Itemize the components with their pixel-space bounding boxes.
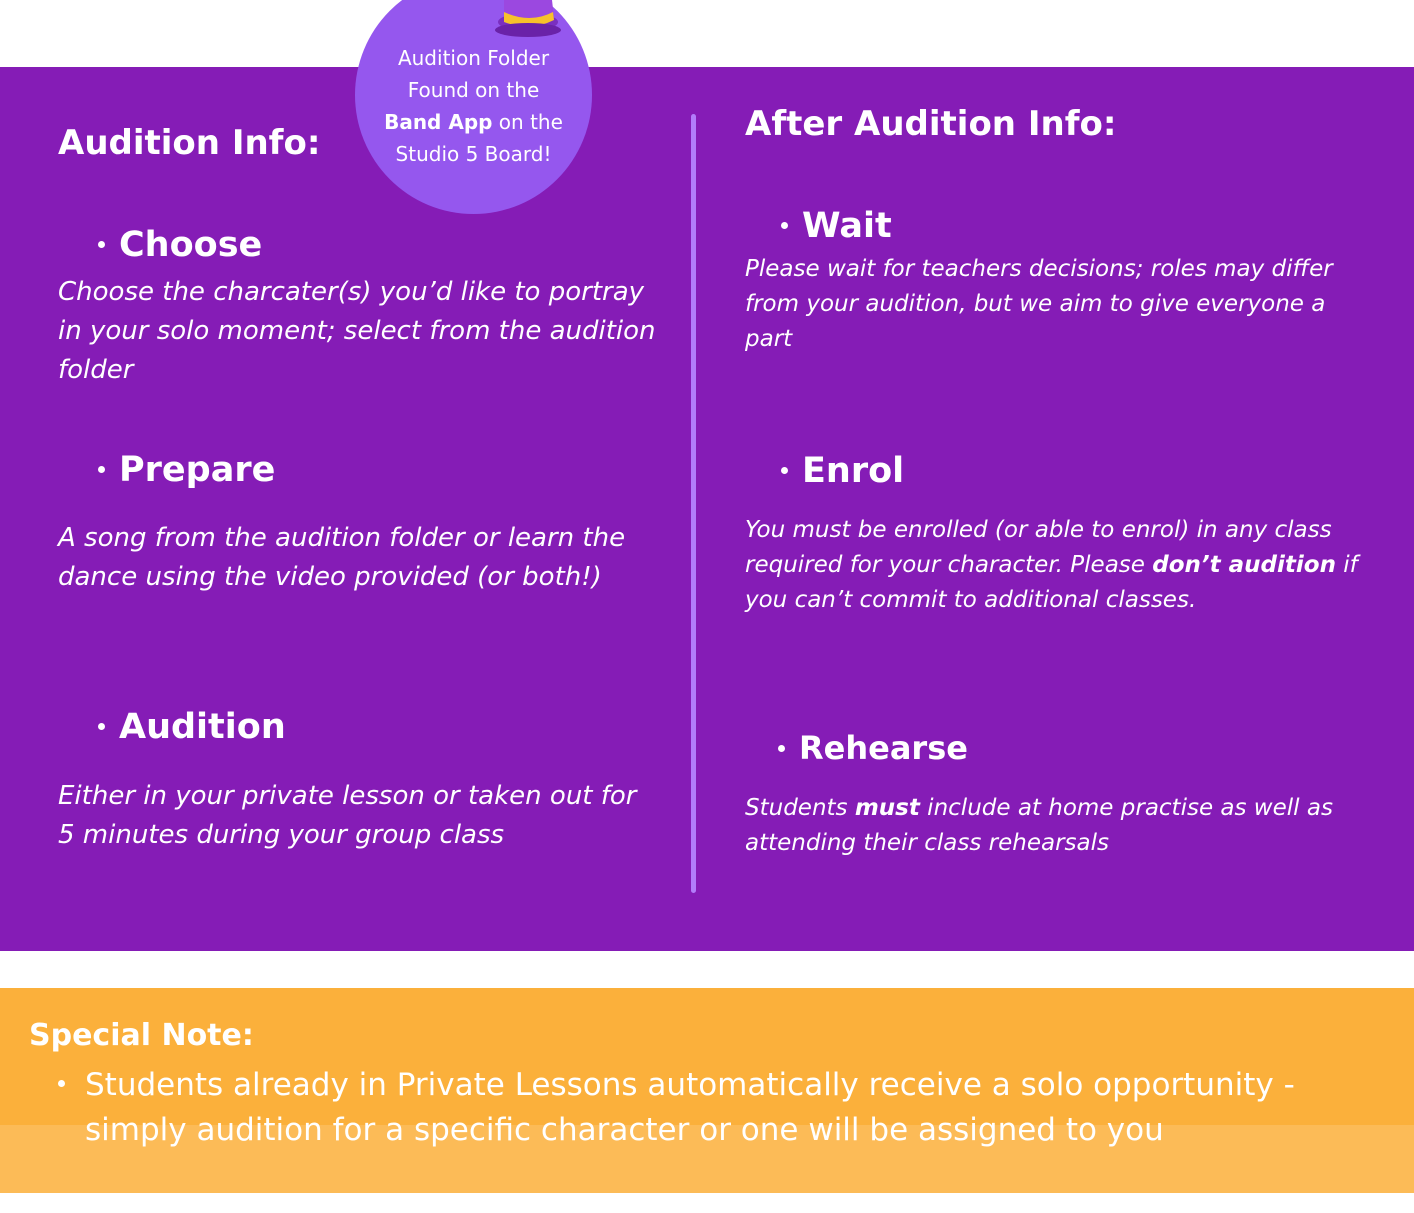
bullet-icon <box>98 466 105 473</box>
bubble-text <box>355 42 592 170</box>
bullet-icon <box>781 222 788 229</box>
bullet-icon <box>781 467 788 474</box>
wait-heading <box>781 206 892 246</box>
rehearse-desc-part1: Students <box>745 795 855 821</box>
audition-info-title: Audition Info: <box>58 123 321 163</box>
audition-description: Either in your private lesson or taken out for 5 minutes during your group class <box>58 781 637 850</box>
audition-heading-text: Audition <box>119 707 286 747</box>
choose-heading <box>98 225 262 265</box>
enrol-heading-text: Enrol <box>802 451 905 491</box>
bubble-line-4: Studio 5 Board! <box>395 142 552 166</box>
rehearse-desc-part2: include at home practise as well as attending their class rehearsals <box>745 795 1333 856</box>
bullet-icon <box>778 745 785 752</box>
enrol-description <box>745 513 1365 618</box>
choose-description: Choose the charcater(s) you’d like to portray in your solo moment; select from the audition folder <box>58 277 656 385</box>
top-hat-icon <box>490 0 580 40</box>
bullet-icon <box>98 723 105 730</box>
wait-description: Please wait for teachers decisions; roles may differ from your audition, but we aim to give everyone a part <box>745 256 1333 352</box>
enrol-desc-part2: if you can’t commit to additional classes. <box>745 552 1358 613</box>
after-audition-info-title: After Audition Info: <box>745 104 1117 144</box>
bubble-line-2: Found on the <box>407 78 540 102</box>
rehearse-heading <box>778 729 968 767</box>
bullet-icon <box>98 241 105 248</box>
enrol-desc-part1: You must be enrolled (or able to enrol) in any class required for your character. Please <box>745 517 1332 578</box>
prepare-heading <box>98 450 275 490</box>
column-divider <box>691 114 696 893</box>
bubble-line-3: on the <box>492 110 563 134</box>
choose-heading-text: Choose <box>119 225 263 265</box>
enrol-desc-bold: don’t audition <box>1152 552 1336 578</box>
enrol-heading <box>781 451 904 491</box>
prepare-description: A song from the audition folder or learn the dance using the video provided (or both!) <box>58 523 626 592</box>
band-app-label: Band App <box>384 110 493 134</box>
bullet-icon <box>58 1080 65 1087</box>
special-note-text: Students already in Private Lessons automatically receive a solo opportunity - simply audition for a specific character or one will be assigned to you <box>85 1067 1295 1148</box>
rehearse-desc-bold: must <box>854 795 920 821</box>
rehearse-description <box>745 791 1365 861</box>
wait-heading-text: Wait <box>802 206 892 246</box>
special-note-title: Special Note: <box>29 1018 254 1053</box>
rehearse-heading-text: Rehearse <box>799 729 968 767</box>
prepare-heading-text: Prepare <box>119 450 276 490</box>
audition-heading <box>98 707 286 747</box>
bubble-line-1: Audition Folder <box>397 46 550 70</box>
